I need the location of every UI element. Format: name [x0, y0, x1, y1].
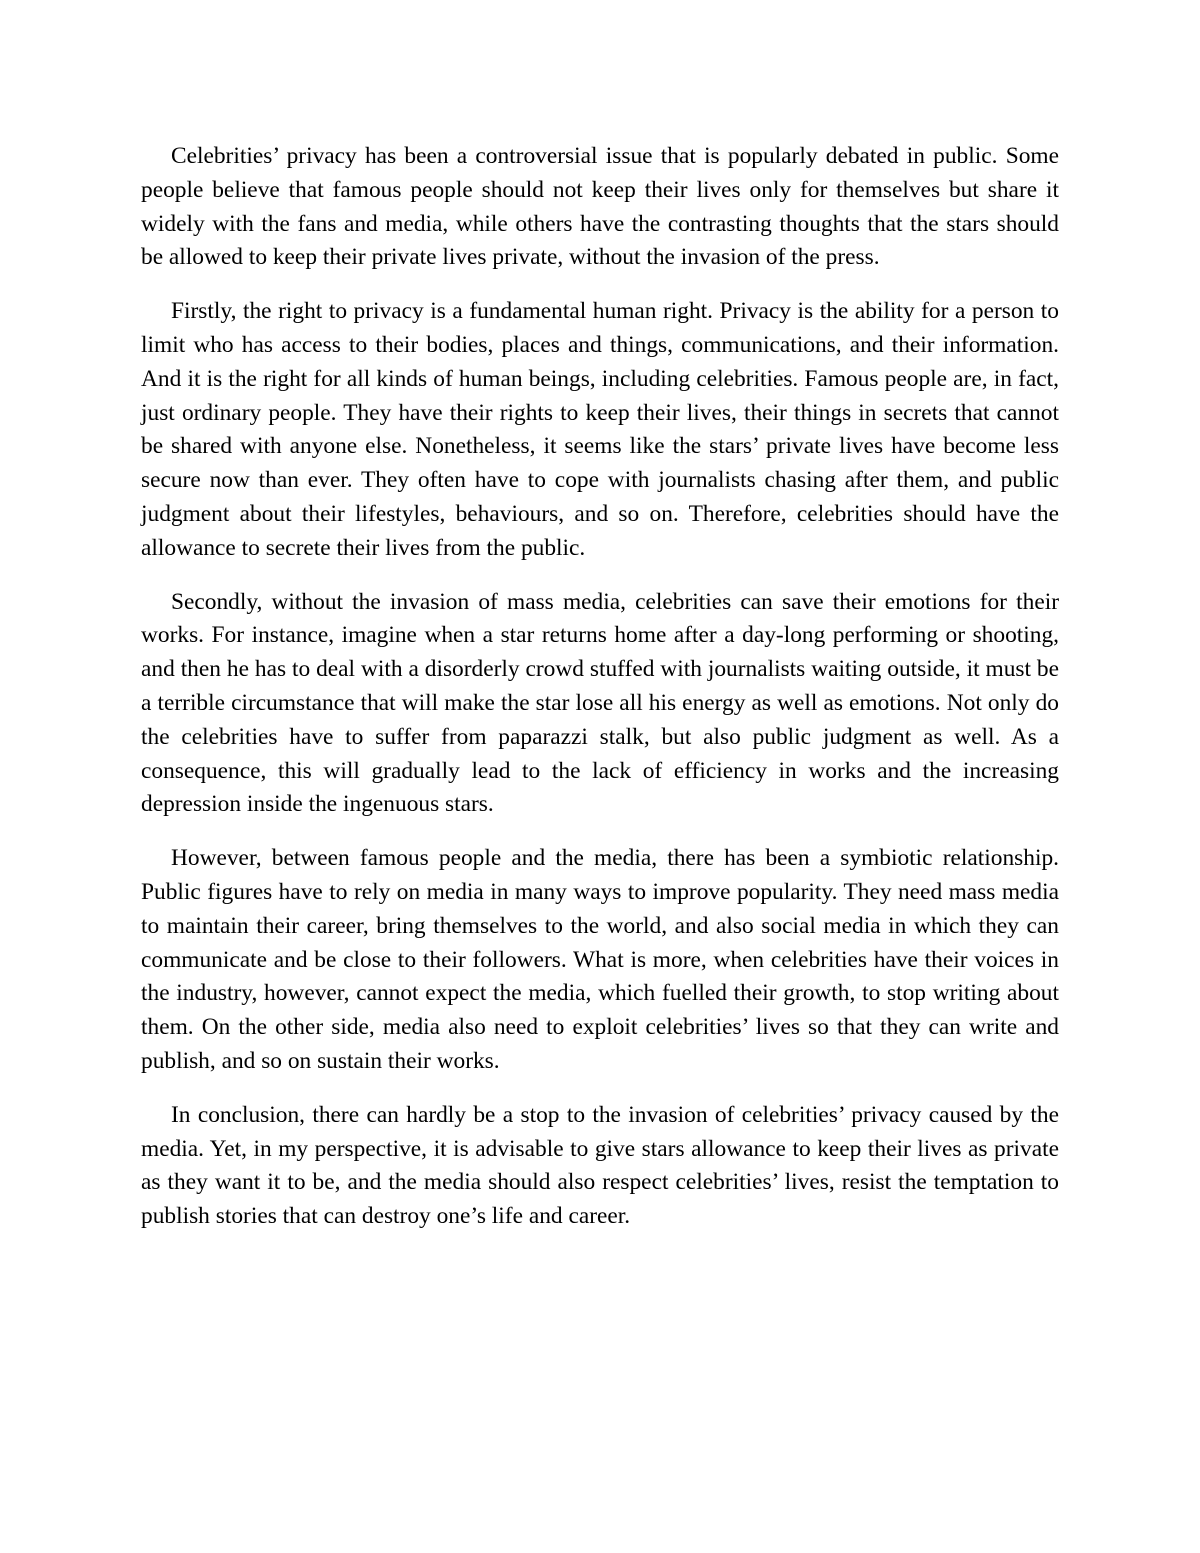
- paragraph-emotions: Secondly, without the invasion of mass media, celebrities can save their emotions for their works. For instance, imagine when a star returns home after a day-long performing or shooting, and then he has to deal with a disorderly crowd stuffed with journalists waiting outside, it must be a terrible circumstance that will make the star lose all his energy as well as emotions. Not only do the celebrities have to suffer from paparazzi stalk, but also public judgment as well. As a consequence, this will gradually lead to the lack of efficiency in works and the increasing depression inside the ingenuous stars.: [141, 588, 1059, 818]
- paragraph-symbiotic-relationship: However, between famous people and the media, there has been a symbiotic relationship. Public figures have to rely on media in many ways to improve popularity. They need mass media to maintain their career, bring themselves to the world, and also social media in which they can communicate and be close to their followers. What is more, when celebrities have their voices in the industry, however, cannot expect the media, which fuelled their growth, to stop writing about them. On the other side, media also need to exploit celebrities’ lives so that they can write and publish, and so on sustain their works.: [141, 845, 1059, 1074]
- paragraph-conclusion: In conclusion, there can hardly be a stop to the invasion of celebrities’ privacy caused by the media. Yet, in my perspective, it is advisable to give stars allowance to keep their lives as private as they want it to be, and the media should also respect celebrities’ lives, resist the temptation to publish stories that can destroy one’s life and career.: [141, 1101, 1059, 1230]
- document-body: [141, 140, 1059, 1254]
- paragraph-introduction: Celebrities’ privacy has been a controversial issue that is popularly debated in public. Some people believe that famous people should not keep their lives only for themselves but share it widely with the fans and media, while others have the contrasting thoughts that the stars should be allowed to keep their private lives private, without the invasion of the press.: [141, 143, 1059, 271]
- paragraph-privacy-right: Firstly, the right to privacy is a fundamental human right. Privacy is the ability for a person to limit who has access to their bodies, places and things, communications, and their information. And it is the right for all kinds of human beings, including celebrities. Famous people are, in fact, just ordinary people. They have their rights to keep their lives, their things in secrets that cannot be shared with anyone else. Nonetheless, it seems like the stars’ private lives have become less secure now than ever. They often have to cope with journalists chasing after them, and public judgment about their lifestyles, behaviours, and so on. Therefore, celebrities should have the allowance to secrete their lives from the public.: [141, 298, 1059, 561]
